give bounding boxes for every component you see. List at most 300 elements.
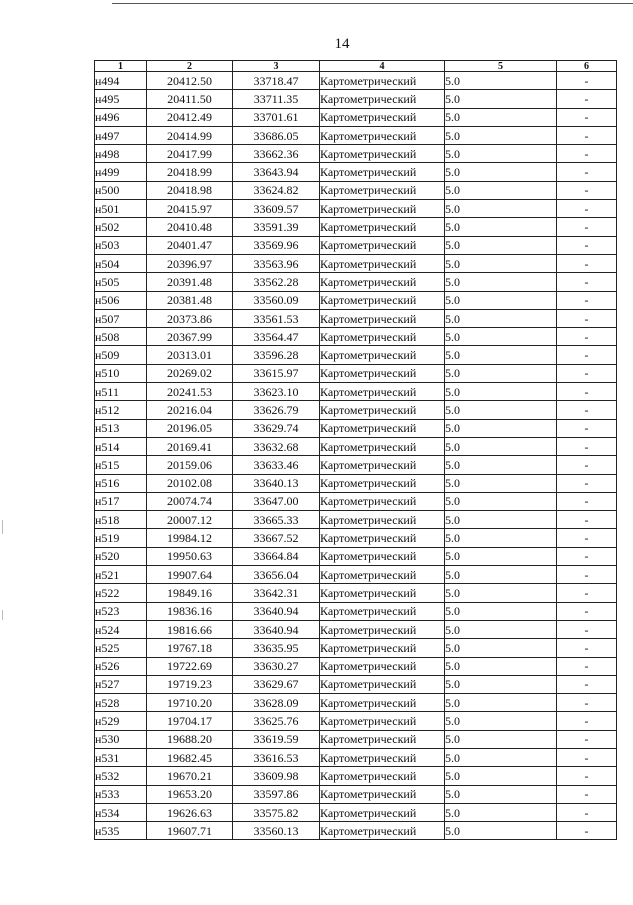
x-coordinate-cell: 20216.04	[147, 401, 233, 419]
accuracy-cell: 5.0	[445, 383, 557, 401]
method-cell: Картометрический	[320, 346, 445, 364]
method-cell: Картометрический	[320, 163, 445, 181]
point-id-cell: н529	[95, 712, 147, 730]
top-rule	[112, 3, 633, 4]
point-id-cell: н498	[95, 145, 147, 163]
table-row	[95, 639, 617, 657]
method-cell: Картометрический	[320, 309, 445, 327]
point-id-cell: н532	[95, 767, 147, 785]
x-coordinate-cell: 19984.12	[147, 529, 233, 547]
point-id-cell: н527	[95, 675, 147, 693]
note-cell: -	[557, 511, 617, 529]
point-id-cell: н524	[95, 620, 147, 638]
method-cell: Картометрический	[320, 785, 445, 803]
accuracy-cell: 5.0	[445, 547, 557, 565]
method-cell: Картометрический	[320, 72, 445, 90]
table-row	[95, 72, 617, 90]
x-coordinate-cell: 19682.45	[147, 748, 233, 766]
y-coordinate-cell: 33609.98	[233, 767, 320, 785]
y-coordinate-cell: 33632.68	[233, 437, 320, 455]
x-coordinate-cell: 20169.41	[147, 437, 233, 455]
table-row	[95, 273, 617, 291]
point-id-cell: н523	[95, 602, 147, 620]
accuracy-cell: 5.0	[445, 90, 557, 108]
table-row	[95, 401, 617, 419]
accuracy-cell: 5.0	[445, 364, 557, 382]
x-coordinate-cell: 19710.20	[147, 694, 233, 712]
x-coordinate-cell: 20412.49	[147, 108, 233, 126]
y-coordinate-cell: 33616.53	[233, 748, 320, 766]
point-id-cell: н501	[95, 200, 147, 218]
table-row	[95, 437, 617, 455]
table-row	[95, 90, 617, 108]
x-coordinate-cell: 20074.74	[147, 492, 233, 510]
method-cell: Картометрический	[320, 529, 445, 547]
point-id-cell: н515	[95, 456, 147, 474]
note-cell: -	[557, 547, 617, 565]
note-cell: -	[557, 273, 617, 291]
table-row	[95, 602, 617, 620]
accuracy-cell: 5.0	[445, 163, 557, 181]
accuracy-cell: 5.0	[445, 218, 557, 236]
column-header-2: 2	[147, 61, 233, 72]
method-cell: Картометрический	[320, 511, 445, 529]
scan-margin-mark	[2, 520, 3, 534]
table-row	[95, 566, 617, 584]
method-cell: Картометрический	[320, 90, 445, 108]
accuracy-cell: 5.0	[445, 767, 557, 785]
method-cell: Картометрический	[320, 126, 445, 144]
table-row	[95, 730, 617, 748]
point-id-cell: н503	[95, 236, 147, 254]
note-cell: -	[557, 401, 617, 419]
accuracy-cell: 5.0	[445, 181, 557, 199]
table-row	[95, 456, 617, 474]
x-coordinate-cell: 20196.05	[147, 419, 233, 437]
note-cell: -	[557, 803, 617, 821]
x-coordinate-cell: 19816.66	[147, 620, 233, 638]
point-id-cell: н533	[95, 785, 147, 803]
method-cell: Картометрический	[320, 273, 445, 291]
note-cell: -	[557, 620, 617, 638]
table-row	[95, 712, 617, 730]
point-id-cell: н509	[95, 346, 147, 364]
table-row	[95, 584, 617, 602]
y-coordinate-cell: 33630.27	[233, 657, 320, 675]
point-id-cell: н535	[95, 822, 147, 840]
accuracy-cell: 5.0	[445, 492, 557, 510]
accuracy-cell: 5.0	[445, 620, 557, 638]
column-header-3: 3	[233, 61, 320, 72]
note-cell: -	[557, 346, 617, 364]
method-cell: Картометрический	[320, 181, 445, 199]
accuracy-cell: 5.0	[445, 200, 557, 218]
x-coordinate-cell: 19607.71	[147, 822, 233, 840]
note-cell: -	[557, 474, 617, 492]
point-id-cell: н499	[95, 163, 147, 181]
x-coordinate-cell: 20102.08	[147, 474, 233, 492]
x-coordinate-cell: 19719.23	[147, 675, 233, 693]
point-id-cell: н526	[95, 657, 147, 675]
point-id-cell: н502	[95, 218, 147, 236]
y-coordinate-cell: 33626.79	[233, 401, 320, 419]
table-row	[95, 383, 617, 401]
y-coordinate-cell: 33686.05	[233, 126, 320, 144]
x-coordinate-cell: 20411.50	[147, 90, 233, 108]
note-cell: -	[557, 492, 617, 510]
point-id-cell: н506	[95, 291, 147, 309]
method-cell: Картометрический	[320, 639, 445, 657]
y-coordinate-cell: 33569.96	[233, 236, 320, 254]
note-cell: -	[557, 90, 617, 108]
y-coordinate-cell: 33564.47	[233, 328, 320, 346]
table-header-row	[95, 61, 617, 72]
x-coordinate-cell: 19626.63	[147, 803, 233, 821]
note-cell: -	[557, 181, 617, 199]
note-cell: -	[557, 785, 617, 803]
table-row	[95, 181, 617, 199]
x-coordinate-cell: 20414.99	[147, 126, 233, 144]
note-cell: -	[557, 383, 617, 401]
table-row	[95, 163, 617, 181]
accuracy-cell: 5.0	[445, 602, 557, 620]
note-cell: -	[557, 145, 617, 163]
point-id-cell: н522	[95, 584, 147, 602]
method-cell: Картометрический	[320, 675, 445, 693]
accuracy-cell: 5.0	[445, 456, 557, 474]
page-number: 14	[334, 36, 350, 52]
x-coordinate-cell: 19907.64	[147, 566, 233, 584]
table-row	[95, 767, 617, 785]
table-row	[95, 254, 617, 272]
note-cell: -	[557, 822, 617, 840]
point-id-cell: н508	[95, 328, 147, 346]
method-cell: Картометрический	[320, 657, 445, 675]
x-coordinate-cell: 19653.20	[147, 785, 233, 803]
accuracy-cell: 5.0	[445, 785, 557, 803]
method-cell: Картометрический	[320, 822, 445, 840]
table-body	[95, 72, 617, 840]
y-coordinate-cell: 33701.61	[233, 108, 320, 126]
point-id-cell: н497	[95, 126, 147, 144]
y-coordinate-cell: 33615.97	[233, 364, 320, 382]
table-row	[95, 785, 617, 803]
note-cell: -	[557, 309, 617, 327]
x-coordinate-cell: 20401.47	[147, 236, 233, 254]
point-id-cell: н510	[95, 364, 147, 382]
accuracy-cell: 5.0	[445, 657, 557, 675]
method-cell: Картометрический	[320, 803, 445, 821]
y-coordinate-cell: 33711.35	[233, 90, 320, 108]
table-row	[95, 328, 617, 346]
x-coordinate-cell: 19688.20	[147, 730, 233, 748]
column-header-6: 6	[557, 61, 617, 72]
x-coordinate-cell: 20410.48	[147, 218, 233, 236]
table-row	[95, 803, 617, 821]
method-cell: Картометрический	[320, 712, 445, 730]
method-cell: Картометрический	[320, 767, 445, 785]
method-cell: Картометрический	[320, 254, 445, 272]
y-coordinate-cell: 33563.96	[233, 254, 320, 272]
column-header-1: 1	[95, 61, 147, 72]
note-cell: -	[557, 254, 617, 272]
accuracy-cell: 5.0	[445, 803, 557, 821]
table-row	[95, 126, 617, 144]
table-row	[95, 822, 617, 840]
accuracy-cell: 5.0	[445, 712, 557, 730]
y-coordinate-cell: 33640.13	[233, 474, 320, 492]
x-coordinate-cell: 20415.97	[147, 200, 233, 218]
y-coordinate-cell: 33597.86	[233, 785, 320, 803]
table-row	[95, 694, 617, 712]
x-coordinate-cell: 19836.16	[147, 602, 233, 620]
point-id-cell: н531	[95, 748, 147, 766]
note-cell: -	[557, 657, 617, 675]
table-row	[95, 200, 617, 218]
x-coordinate-cell: 20313.01	[147, 346, 233, 364]
table-row	[95, 145, 617, 163]
note-cell: -	[557, 675, 617, 693]
point-id-cell: н525	[95, 639, 147, 657]
y-coordinate-cell: 33718.47	[233, 72, 320, 90]
column-header-4: 4	[320, 61, 445, 72]
accuracy-cell: 5.0	[445, 328, 557, 346]
point-id-cell: н534	[95, 803, 147, 821]
y-coordinate-cell: 33656.04	[233, 566, 320, 584]
y-coordinate-cell: 33629.67	[233, 675, 320, 693]
point-id-cell: н518	[95, 511, 147, 529]
method-cell: Картометрический	[320, 218, 445, 236]
method-cell: Картометрический	[320, 620, 445, 638]
x-coordinate-cell: 20418.98	[147, 181, 233, 199]
table-row	[95, 236, 617, 254]
table-row	[95, 675, 617, 693]
note-cell: -	[557, 639, 617, 657]
note-cell: -	[557, 291, 617, 309]
point-id-cell: н520	[95, 547, 147, 565]
point-id-cell: н516	[95, 474, 147, 492]
table-row	[95, 218, 617, 236]
x-coordinate-cell: 20381.48	[147, 291, 233, 309]
accuracy-cell: 5.0	[445, 675, 557, 693]
note-cell: -	[557, 566, 617, 584]
method-cell: Картометрический	[320, 328, 445, 346]
point-id-cell: н519	[95, 529, 147, 547]
coordinates-table	[94, 60, 617, 840]
point-id-cell: н530	[95, 730, 147, 748]
x-coordinate-cell: 20418.99	[147, 163, 233, 181]
accuracy-cell: 5.0	[445, 254, 557, 272]
accuracy-cell: 5.0	[445, 346, 557, 364]
note-cell: -	[557, 602, 617, 620]
accuracy-cell: 5.0	[445, 401, 557, 419]
y-coordinate-cell: 33635.95	[233, 639, 320, 657]
x-coordinate-cell: 19722.69	[147, 657, 233, 675]
y-coordinate-cell: 33560.09	[233, 291, 320, 309]
method-cell: Картометрический	[320, 456, 445, 474]
y-coordinate-cell: 33596.28	[233, 346, 320, 364]
table-row	[95, 748, 617, 766]
accuracy-cell: 5.0	[445, 273, 557, 291]
point-id-cell: н504	[95, 254, 147, 272]
y-coordinate-cell: 33575.82	[233, 803, 320, 821]
y-coordinate-cell: 33561.53	[233, 309, 320, 327]
scan-margin-mark	[2, 610, 3, 620]
table-row	[95, 547, 617, 565]
note-cell: -	[557, 419, 617, 437]
y-coordinate-cell: 33560.13	[233, 822, 320, 840]
point-id-cell: н496	[95, 108, 147, 126]
x-coordinate-cell: 20269.02	[147, 364, 233, 382]
table-row	[95, 309, 617, 327]
note-cell: -	[557, 200, 617, 218]
accuracy-cell: 5.0	[445, 474, 557, 492]
y-coordinate-cell: 33664.84	[233, 547, 320, 565]
note-cell: -	[557, 236, 617, 254]
x-coordinate-cell: 20396.97	[147, 254, 233, 272]
note-cell: -	[557, 456, 617, 474]
y-coordinate-cell: 33629.74	[233, 419, 320, 437]
point-id-cell: н500	[95, 181, 147, 199]
y-coordinate-cell: 33591.39	[233, 218, 320, 236]
y-coordinate-cell: 33640.94	[233, 602, 320, 620]
x-coordinate-cell: 19767.18	[147, 639, 233, 657]
note-cell: -	[557, 108, 617, 126]
note-cell: -	[557, 218, 617, 236]
point-id-cell: н507	[95, 309, 147, 327]
x-coordinate-cell: 20159.06	[147, 456, 233, 474]
x-coordinate-cell: 19950.63	[147, 547, 233, 565]
x-coordinate-cell: 20373.86	[147, 309, 233, 327]
table-row	[95, 620, 617, 638]
method-cell: Картометрический	[320, 236, 445, 254]
method-cell: Картометрический	[320, 145, 445, 163]
note-cell: -	[557, 72, 617, 90]
note-cell: -	[557, 163, 617, 181]
table-row	[95, 529, 617, 547]
y-coordinate-cell: 33624.82	[233, 181, 320, 199]
y-coordinate-cell: 33628.09	[233, 694, 320, 712]
accuracy-cell: 5.0	[445, 126, 557, 144]
accuracy-cell: 5.0	[445, 437, 557, 455]
point-id-cell: н505	[95, 273, 147, 291]
y-coordinate-cell: 33633.46	[233, 456, 320, 474]
point-id-cell: н517	[95, 492, 147, 510]
y-coordinate-cell: 33619.59	[233, 730, 320, 748]
y-coordinate-cell: 33667.52	[233, 529, 320, 547]
accuracy-cell: 5.0	[445, 309, 557, 327]
method-cell: Картометрический	[320, 584, 445, 602]
y-coordinate-cell: 33625.76	[233, 712, 320, 730]
x-coordinate-cell: 20412.50	[147, 72, 233, 90]
point-id-cell: н513	[95, 419, 147, 437]
accuracy-cell: 5.0	[445, 694, 557, 712]
table-row	[95, 657, 617, 675]
column-header-5: 5	[445, 61, 557, 72]
y-coordinate-cell: 33665.33	[233, 511, 320, 529]
table-row	[95, 511, 617, 529]
method-cell: Картометрический	[320, 547, 445, 565]
y-coordinate-cell: 33643.94	[233, 163, 320, 181]
table-row	[95, 364, 617, 382]
note-cell: -	[557, 748, 617, 766]
note-cell: -	[557, 126, 617, 144]
accuracy-cell: 5.0	[445, 748, 557, 766]
y-coordinate-cell: 33640.94	[233, 620, 320, 638]
method-cell: Картометрический	[320, 200, 445, 218]
method-cell: Картометрический	[320, 401, 445, 419]
method-cell: Картометрический	[320, 602, 445, 620]
method-cell: Картометрический	[320, 748, 445, 766]
note-cell: -	[557, 767, 617, 785]
table-row	[95, 474, 617, 492]
accuracy-cell: 5.0	[445, 730, 557, 748]
method-cell: Картометрический	[320, 291, 445, 309]
method-cell: Картометрический	[320, 364, 445, 382]
x-coordinate-cell: 20417.99	[147, 145, 233, 163]
y-coordinate-cell: 33562.28	[233, 273, 320, 291]
x-coordinate-cell: 20367.99	[147, 328, 233, 346]
accuracy-cell: 5.0	[445, 511, 557, 529]
accuracy-cell: 5.0	[445, 822, 557, 840]
x-coordinate-cell: 20241.53	[147, 383, 233, 401]
note-cell: -	[557, 364, 617, 382]
note-cell: -	[557, 694, 617, 712]
point-id-cell: н521	[95, 566, 147, 584]
point-id-cell: н494	[95, 72, 147, 90]
method-cell: Картометрический	[320, 730, 445, 748]
accuracy-cell: 5.0	[445, 72, 557, 90]
table-row	[95, 492, 617, 510]
method-cell: Картометрический	[320, 566, 445, 584]
accuracy-cell: 5.0	[445, 639, 557, 657]
x-coordinate-cell: 20007.12	[147, 511, 233, 529]
note-cell: -	[557, 712, 617, 730]
x-coordinate-cell: 19704.17	[147, 712, 233, 730]
note-cell: -	[557, 437, 617, 455]
note-cell: -	[557, 328, 617, 346]
method-cell: Картометрический	[320, 474, 445, 492]
x-coordinate-cell: 19849.16	[147, 584, 233, 602]
y-coordinate-cell: 33647.00	[233, 492, 320, 510]
table-row	[95, 346, 617, 364]
point-id-cell: н512	[95, 401, 147, 419]
table-row	[95, 291, 617, 309]
y-coordinate-cell: 33623.10	[233, 383, 320, 401]
method-cell: Картометрический	[320, 694, 445, 712]
y-coordinate-cell: 33609.57	[233, 200, 320, 218]
point-id-cell: н495	[95, 90, 147, 108]
accuracy-cell: 5.0	[445, 529, 557, 547]
method-cell: Картометрический	[320, 492, 445, 510]
accuracy-cell: 5.0	[445, 419, 557, 437]
point-id-cell: н511	[95, 383, 147, 401]
method-cell: Картометрический	[320, 383, 445, 401]
accuracy-cell: 5.0	[445, 108, 557, 126]
x-coordinate-cell: 19670.21	[147, 767, 233, 785]
x-coordinate-cell: 20391.48	[147, 273, 233, 291]
point-id-cell: н514	[95, 437, 147, 455]
table-row	[95, 419, 617, 437]
method-cell: Картометрический	[320, 437, 445, 455]
accuracy-cell: 5.0	[445, 291, 557, 309]
accuracy-cell: 5.0	[445, 566, 557, 584]
note-cell: -	[557, 529, 617, 547]
note-cell: -	[557, 730, 617, 748]
accuracy-cell: 5.0	[445, 584, 557, 602]
y-coordinate-cell: 33642.31	[233, 584, 320, 602]
method-cell: Картометрический	[320, 419, 445, 437]
